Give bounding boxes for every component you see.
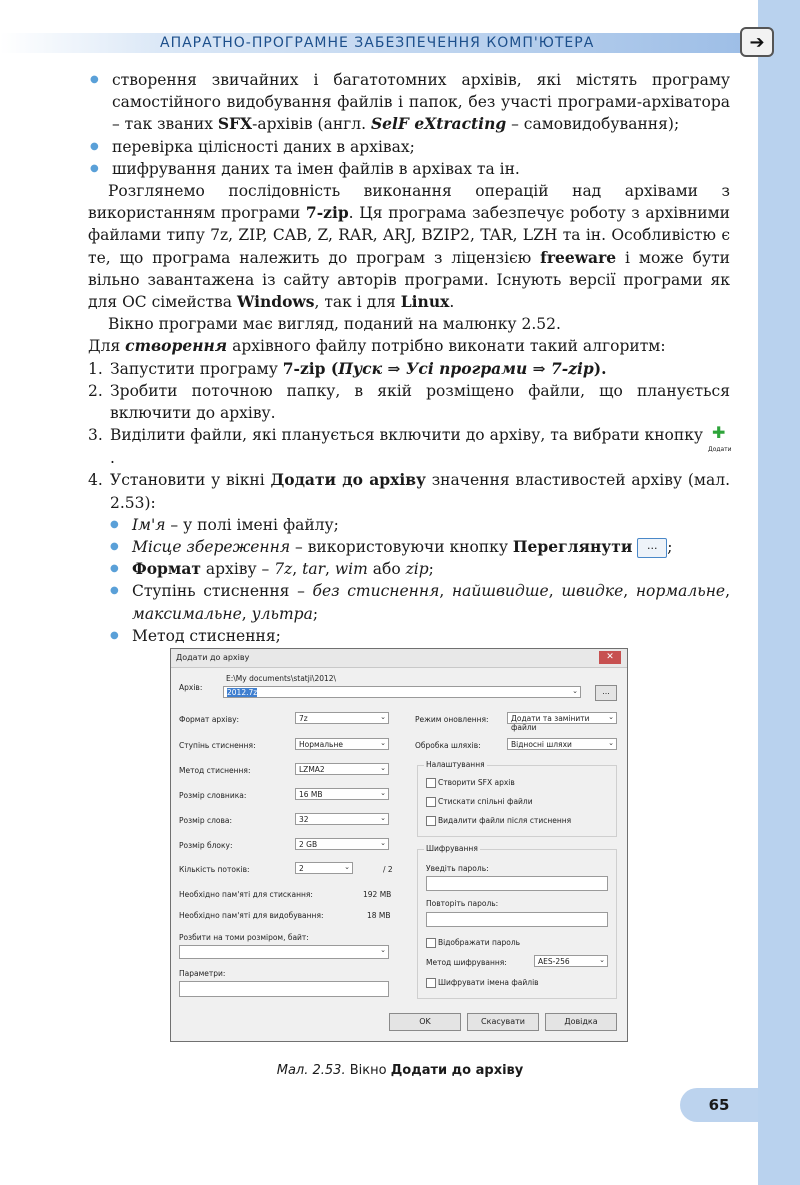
figure-caption: Мал. 2.53. Вікно Додати до архіву	[276, 1063, 524, 1078]
split-select[interactable]: ⌄	[179, 945, 389, 959]
browse-button[interactable]: ...	[637, 538, 667, 558]
archive-path: E:\My documents\statji\2012\	[226, 674, 337, 683]
help-button[interactable]: Довідка	[545, 1013, 617, 1031]
pwd-label: Уведіть пароль:	[426, 864, 489, 873]
step-item: 2. Зробити поточною папку, в якій розміщено файли, що планується включити до архіву.	[88, 381, 730, 423]
archive-name-input[interactable]: 2012.7z ⌄	[223, 686, 581, 698]
bullet-item: ● створення звичайних і багатотомних архівів, які містять програму самостійного видобування файлів і папок, без участі програми-архіватора – так званих SFX-архівів (англ. SelF eXtracting – самовидобування);	[88, 69, 730, 136]
mem-decomp-label: Необхідно пам'яті для видобування:	[179, 911, 324, 920]
threads-label: Кількість потоків:	[179, 865, 250, 874]
dict-label: Розмір словника:	[179, 791, 247, 800]
word-label: Розмір слова:	[179, 816, 233, 825]
browse-dialog-button[interactable]: ...	[595, 685, 617, 701]
ok-button[interactable]: OK	[389, 1013, 461, 1031]
step-item: 1. Запустити програму 7-zip (Пуск ⇒ Усі програми ⇒ 7-zip).	[88, 358, 607, 378]
mem-comp-label: Необхідно пам'яті для стискання:	[179, 890, 313, 899]
sub-item: ● Місце збереження – використовуючи кнопку Переглянути ... ;	[88, 536, 730, 558]
paragraph: Для створення архівного файлу потрібно виконати такий алгоритм:	[88, 336, 666, 356]
add-icon[interactable]: ✚ Додати	[708, 423, 732, 454]
split-label: Розбити на томи розміром, байт:	[179, 933, 309, 942]
block-label: Розмір блоку:	[179, 841, 233, 850]
encryption-group	[417, 844, 617, 999]
shared-label: Стискати спільні файли	[438, 797, 533, 806]
delete-checkbox[interactable]	[426, 816, 436, 826]
sub-item: ● Метод стиснення;	[88, 625, 730, 647]
mem-decomp-value: 18 MB	[367, 911, 391, 920]
show-pwd-label: Відображати пароль	[438, 938, 521, 947]
enc-method-select[interactable]: AES-256 ⌄	[534, 955, 608, 967]
side-strip	[758, 0, 800, 1185]
level-label: Ступінь стиснення:	[179, 741, 256, 750]
method-select[interactable]: LZMA2 ⌄	[295, 763, 389, 775]
cancel-button[interactable]: Скасувати	[467, 1013, 539, 1031]
paragraph: Вікно програми має вигляд, поданий на малюнку 2.52.	[108, 315, 561, 334]
close-icon[interactable]: ✕	[599, 651, 621, 664]
bullet-item: ● шифрування даних та імен файлів в архівах та ін.	[88, 158, 730, 180]
method-label: Метод стиснення:	[179, 766, 251, 775]
step-item: 4. Установити у вікні Додати до архіву значення властивостей архіву (мал. 2.53):	[88, 470, 730, 512]
sfx-checkbox[interactable]	[426, 778, 436, 788]
pwd2-label: Повторіть пароль:	[426, 899, 499, 908]
params-input[interactable]	[179, 981, 389, 997]
dict-select[interactable]: 16 MB ⌄	[295, 788, 389, 800]
dialog-title: Додати до архіву	[176, 653, 250, 662]
enc-names-checkbox[interactable]	[426, 978, 436, 988]
options-title: Налаштування	[426, 760, 485, 769]
add-to-archive-dialog	[170, 648, 628, 1042]
update-select[interactable]: Додати та замінити файли ⌄	[507, 712, 617, 724]
threads-max: / 2	[383, 865, 393, 874]
bullet-item: ● перевірка цілісності даних в архівах;	[88, 136, 730, 158]
page-header-title: АПАРАТНО-ПРОГРАМНЕ ЗАБЕЗПЕЧЕННЯ КОМП'ЮТЕРА	[160, 35, 595, 51]
word-select[interactable]: 32 ⌄	[295, 813, 389, 825]
sub-item: ● Ім'я – у полі імені файлу;	[88, 514, 730, 536]
format-select[interactable]: 7z ⌄	[295, 712, 389, 724]
main-text	[88, 69, 730, 647]
arrow-right-icon[interactable]: ➔	[740, 27, 774, 57]
shared-checkbox[interactable]	[426, 797, 436, 807]
enc-method-label: Метод шифрування:	[426, 958, 507, 967]
password-input[interactable]	[426, 876, 608, 891]
format-label: Формат архіву:	[179, 715, 240, 724]
threads-select[interactable]: 2 ⌄	[295, 862, 353, 874]
params-label: Параметри:	[179, 969, 226, 978]
encryption-title: Шифрування	[426, 844, 478, 853]
archive-label: Архів:	[179, 683, 203, 692]
dialog-titlebar	[171, 649, 627, 668]
options-group	[417, 760, 617, 837]
password-repeat-input[interactable]	[426, 912, 608, 927]
step-item: 3. Виділити файли, які планується включити до архіву, та вибрати кнопку ✚ Додати .	[88, 423, 732, 468]
block-select[interactable]: 2 GB ⌄	[295, 838, 389, 850]
delete-label: Видалити файли після стиснення	[438, 816, 572, 825]
paths-select[interactable]: Відносні шляхи ⌄	[507, 738, 617, 750]
paths-label: Обробка шляхів:	[415, 741, 481, 750]
level-select[interactable]: Нормальне ⌄	[295, 738, 389, 750]
mem-comp-value: 192 MB	[363, 890, 392, 899]
show-pwd-checkbox[interactable]	[426, 938, 436, 948]
sub-item: ● Ступінь стиснення – без стиснення, найшвидше, швидке, нормальне, максимальне, ультра;	[88, 580, 730, 624]
page-number: 65	[680, 1088, 758, 1122]
paragraph: Розглянемо послідовність виконання операцій над архівами з використанням програми 7-zip. Ця програма забезпечує роботу з архівними файлами типу 7z, ZIP, CAB, Z, RAR, ARJ, BZIP2, TAR, LZH та ін. Особливістю є те, що програма належить до програм з ліцензією freeware і може бути вільно завантажена із сайту авторів програми. Існують версії програми як для ОС сімейства Windows, так і для Linux.	[88, 182, 730, 312]
sfx-label: Створити SFX архів	[438, 778, 515, 787]
update-label: Режим оновлення:	[415, 715, 489, 724]
sub-item: ● Формат архіву – 7z, tar, wim або zip;	[88, 558, 730, 580]
enc-names-label: Шифрувати імена файлів	[438, 978, 539, 987]
